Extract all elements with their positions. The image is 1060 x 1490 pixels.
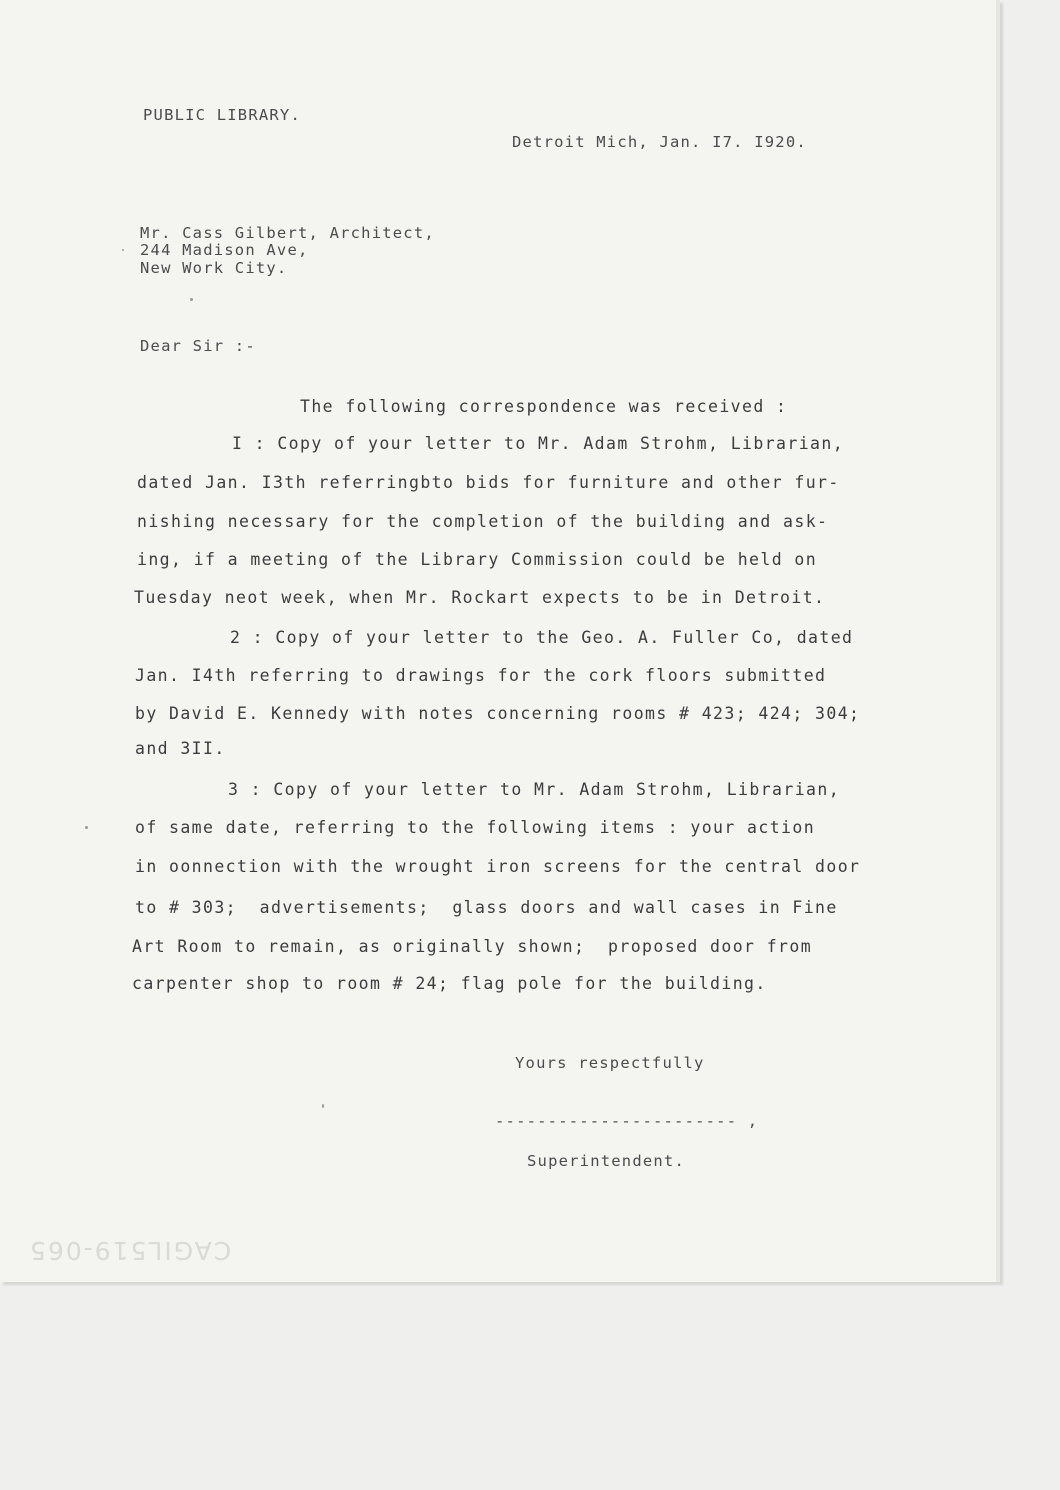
body-line: Tuesday neot week, when Mr. Rockart expects to be in Detroit.: [134, 588, 826, 607]
body-line: carpenter shop to room # 24; flag pole for the building.: [132, 974, 767, 993]
body-line: to # 303; advertisements; glass doors and wall cases in Fine: [135, 898, 838, 917]
ink-speck: [190, 298, 193, 301]
recipient-name: Mr. Cass Gilbert, Architect,: [140, 224, 435, 242]
closing: Yours respectfully: [515, 1054, 705, 1072]
salutation: Dear Sir :-: [140, 337, 256, 355]
ink-speck: [122, 249, 124, 251]
recipient-city: New Work City.: [140, 259, 288, 277]
body-line: of same date, referring to the following items : your action: [135, 818, 816, 837]
body-line: Jan. I4th referring to drawings for the cork floors submitted: [135, 666, 827, 685]
body-line: I : Copy of your letter to Mr. Adam Strohm, Librarian,: [232, 434, 845, 453]
recipient-street: 244 Madison Ave,: [140, 241, 309, 259]
body-line: ing, if a meeting of the Library Commission could be held on: [137, 550, 818, 569]
body-line: Art Room to remain, as originally shown; proposed door from: [132, 937, 813, 956]
ink-speck: [322, 1104, 324, 1108]
body-line: in oonnection with the wrought iron screens for the central door: [135, 857, 861, 876]
letterhead: PUBLIC LIBRARY.: [143, 106, 301, 124]
page-edge: [996, 0, 1000, 1282]
signer-title: Superintendent.: [527, 1152, 685, 1170]
body-line: 3 : Copy of your letter to Mr. Adam Strohm, Librarian,: [228, 780, 841, 799]
body-line: The following correspondence was received :: [300, 397, 788, 416]
body-line: nishing necessary for the completion of the building and ask-: [137, 512, 829, 531]
body-line: by David E. Kennedy with notes concerning rooms # 423; 424; 304;: [135, 704, 861, 723]
ink-speck: [85, 826, 88, 829]
body-line: 2 : Copy of your letter to the Geo. A. Fuller Co, dated: [230, 628, 854, 647]
signature-line: ----------------------- ,: [495, 1112, 759, 1130]
body-line: and 3II.: [135, 739, 226, 758]
body-line: dated Jan. I3th referringbto bids for furniture and other fur-: [137, 473, 840, 492]
dateline: Detroit Mich, Jan. I7. I920.: [512, 133, 807, 151]
archive-stamp: CAGIL519-065: [28, 1236, 232, 1265]
